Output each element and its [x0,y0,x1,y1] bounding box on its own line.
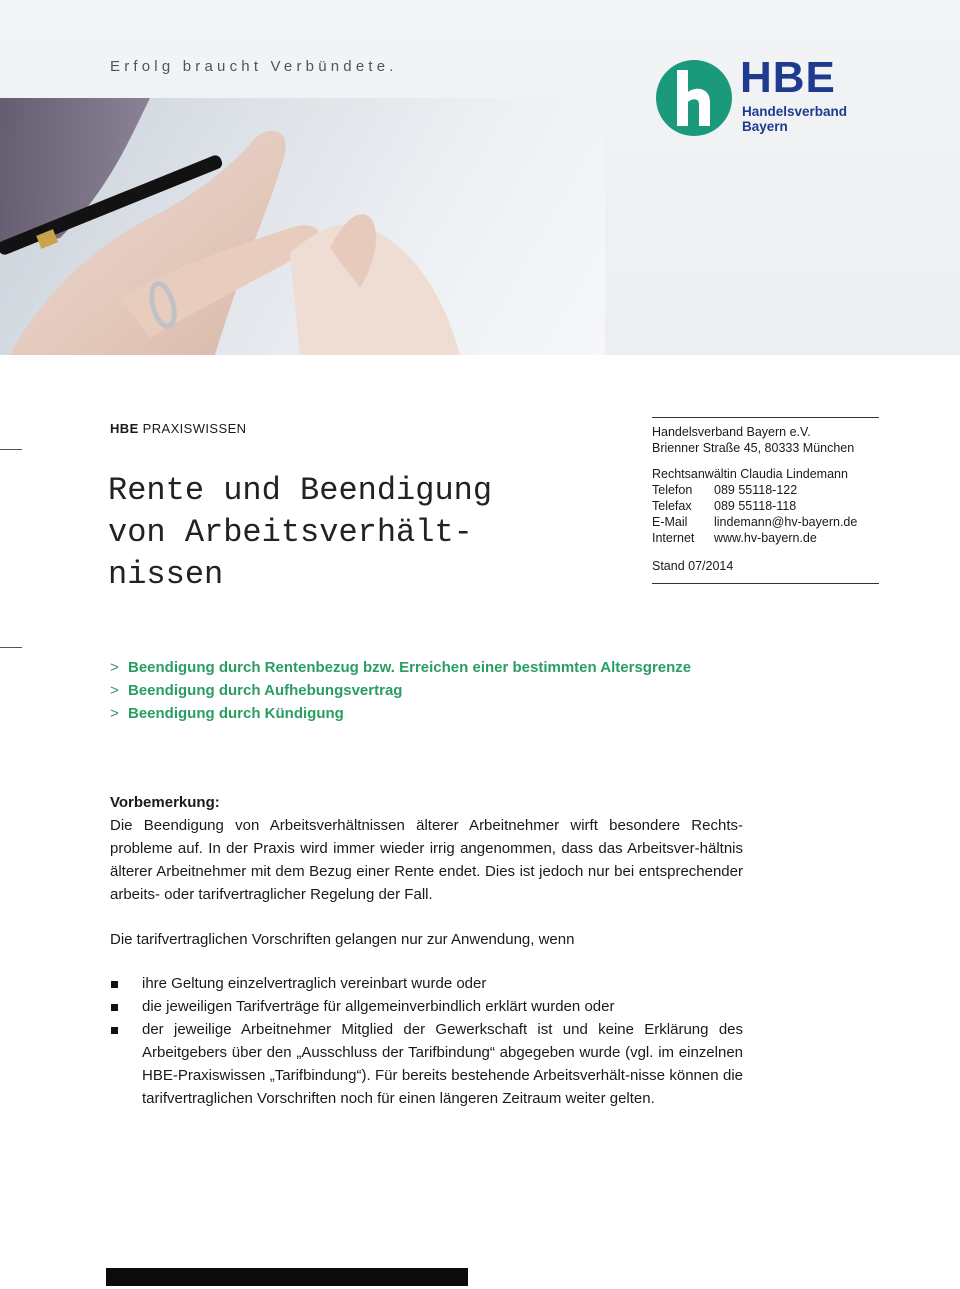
contact-row-internet: Internet www.hv-bayern.de [652,531,817,545]
list-item: die jeweiligen Tarifverträge für allgemeinverbindlich erklärt wurden oder [110,995,743,1018]
contact-org: Handelsverband Bayern e.V. [652,425,811,439]
section-heading: Vorbemerkung: [110,794,220,811]
topic-item: > Beendigung durch Kündigung [110,705,344,722]
topic-list [110,656,691,725]
hbe-logo-mark-icon [654,58,734,138]
bullet-list [110,972,743,1110]
slogan: Erfolg braucht Verbündete. [110,58,398,75]
logo-subtitle: Handelsverband Bayern [742,104,848,134]
paragraph-1: Die Beendigung von Arbeitsverhältnissen älterer Arbeitnehmer wirft besondere Rechts-probleme auf. In der Praxis wird immer wieder irrig angenommen, dass das Arbeitsver-hältnis älterer Arbeitnehmer mit dem Bezug einer Rente endet. Dies ist jedoch nur bei entsprechender arbeits- oder tarifvertraglicher Regelung der Fall. [110,817,743,903]
category-brand: HBE [110,421,139,436]
contact-row-phone: Telefon 089 55118-122 [652,483,798,497]
preliminary-section [110,791,743,906]
paragraph-2: Die tarifvertraglichen Vorschriften gelangen nur zur Anwendung, wenn [110,931,575,948]
title-line-2: von Arbeitsverhält- [108,514,473,551]
list-item: der jeweilige Arbeitnehmer Mitglied der Gewerkschaft ist und keine Erklärung des Arbeitgebers über den „Ausschluss der Tarifbindung“ abgegeben wurde (vgl. im einzelnen HBE-Praxiswissen „Tarifbindung“). Für bereits bestehende Arbeitsverhält-nisse können die tarifvertraglichen Vorschriften noch für einen längeren Zeitraum weiter gelten. [110,1018,743,1110]
footer-bar [106,1268,468,1286]
bullet-square-icon [110,995,142,1018]
category-label: PRAXISWISSEN [142,421,247,436]
bullet-square-icon [110,1018,142,1110]
logo-wordmark: HBE [740,53,836,102]
topic-item: > Beendigung durch Aufhebungsvertrag [110,682,403,699]
title-line-1: Rente und Beendigung [108,472,493,509]
contact-stand: Stand 07/2014 [652,559,734,573]
hbe-logo [654,53,884,138]
fold-mark-top [0,449,22,450]
document-category [110,421,246,436]
title-line-3: nissen [108,556,224,593]
topic-item: > Beendigung durch Rentenbezug bzw. Erreichen einer bestimmten Altersgrenze [110,659,692,676]
list-item: ihre Geltung einzelvertraglich vereinbart wurde oder [110,972,743,995]
contact-row-email: E-Mail lindemann@hv-bayern.de [652,515,858,529]
hands-with-pen-image [0,98,605,355]
bullet-square-icon [110,972,142,995]
fold-mark-bottom [0,647,22,648]
contact-row-fax: Telefax 089 55118-118 [652,499,797,513]
document-title [108,470,628,596]
contact-box [652,417,879,584]
contact-address: Brienner Straße 45, 80333 München [652,441,855,455]
contact-person: Rechtsanwältin Claudia Lindemann [652,467,848,481]
header-photo [0,98,605,355]
